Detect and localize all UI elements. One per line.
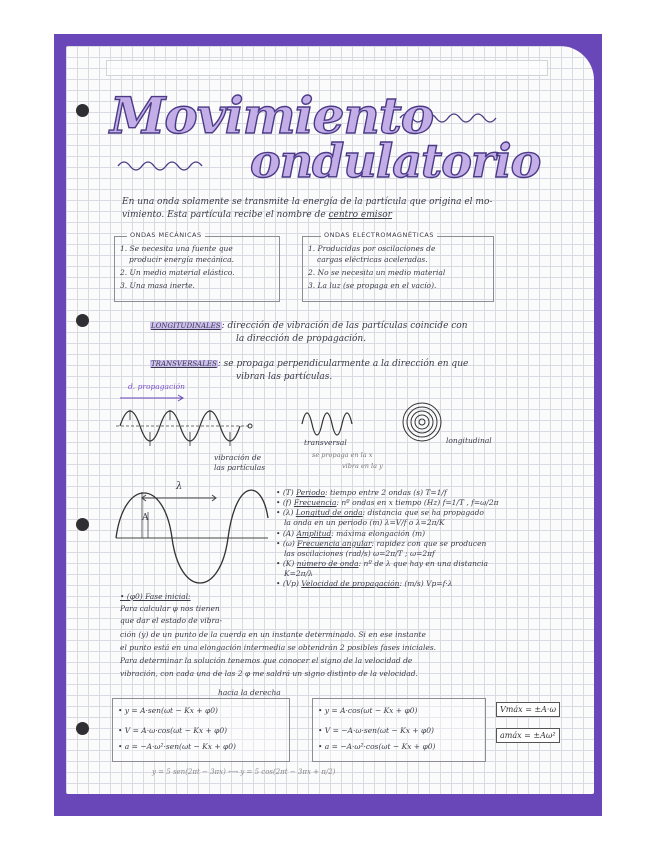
transversal-mini-wave [298,404,368,438]
def-row [276,549,499,559]
vib-label: las partículas [214,463,266,472]
transversales-line1 [150,358,468,370]
def-row: • (λ) Longitud de onda: distancia que se ha propagado [276,508,484,518]
def-sym: (T) [282,488,297,497]
mecanicas-item: 3. Una masa inerte. [120,281,195,290]
def-text: K=2π/λ [284,569,313,578]
electromagneticas-item: cargas eléctricas aceleradas. [317,255,428,264]
def-row: • (K) número de onda: nº de λ que hay en una distancia [276,558,488,568]
longitudinales-line2: la dirección de propagación. [236,334,367,344]
amplitude-wavelength-diagram [112,478,272,598]
fase-para: vibración, con cada una de las 2 φ me saldrá un signo distinto de la velocidad. [120,669,418,678]
def-sym: (K) [282,558,297,568]
def-sym: (f) [282,498,294,508]
def-text: la onda en un periodo (m) λ=V/f o λ=2π/K [284,518,445,528]
def-sym: (ω) [282,538,298,548]
formula-note: hacia la derecha [218,688,281,697]
longitudinales-term: LONGITUDINALES [151,322,221,330]
transversal-note: se propaga en la x [312,451,373,459]
def-term: Amplitud [296,528,332,538]
def-text: : distancia que se ha propagado [362,508,484,518]
prop-label: d. propagación [128,382,185,391]
def-row: • (A) Amplitud: máxima elongación (m) [276,528,426,538]
def-row: • (f) Frecuencia: nº ondas en x tiempo (Hz) f=1/T , f=ω/2π [276,498,499,508]
def-text: : tiempo entre 2 ondas (s) T=1/f [325,488,447,497]
box-electromagneticas-label: ONDAS ELECTROMAGNÉTICAS [321,231,437,239]
transversal-note: vibra en la y [342,462,383,470]
definitions-list [276,488,499,589]
def-term: Longitud de onda [295,508,363,518]
fase-line: Para calcular φ nos tienen [120,604,220,613]
def-sym: (A) [282,528,297,538]
amax-box: amáx = ±Aω² [496,728,560,743]
def-row: • (Vp) Velocidad de propagación: (m/s) Vp=f·λ [276,579,453,589]
formula-item: • y = A·cos(ωt − Kx + φ0) [318,706,418,715]
intro-term: centro emisor [328,210,392,220]
electromagneticas-item: 2. No se necesita un medio material [308,268,446,277]
longitudinales-line1 [150,320,468,332]
def-term: Velocidad de propagación [301,579,400,589]
def-text: las oscilaciones (rad/s) ω=2π/T ; ω=2πf [284,548,435,558]
vmax-box: Vmáx = ±A·ω [496,702,560,717]
def-sym: (Vp) [282,579,302,589]
mecanicas-item: 2. Un medio material elástico. [120,268,235,277]
title-line1: Movimiento [110,86,434,145]
longitudinal-concentric-icon [400,400,444,444]
formula-item: • V = A·ω·cos(ωt − Kx + φ0) [118,726,228,735]
electromagneticas-item: 3. La luz (se propaga en el vacío). [308,281,437,290]
intro-line1: En una onda solamente se transmite la energía de la partícula que origina el mo- [122,197,493,207]
longitudinal-label: longitudinal [446,436,492,445]
formula-item: • y = A·sen(ωt − Kx + φ0) [118,706,218,715]
def-text: : (m/s) Vp=f·λ [399,579,453,589]
longitudinales-text: : dirección de vibración de las partículas coincide con [221,321,468,331]
box-mecanicas-label: ONDAS MECÁNICAS [127,231,205,239]
fase-para: el punto está en una elongación intermedia se obtendrán 2 posibles fases iniciales. [120,643,437,652]
transversales-text: : se propaga perpendicularmente a la dirección en que [217,359,469,369]
def-term: Periodo [296,488,326,497]
formula-item: • V = −A·ω·sen(ωt − Kx + φ0) [318,726,434,735]
transversales-line2: vibran las partículas. [236,372,333,382]
def-term: Frecuencia [293,498,337,508]
intro-text: vimiento. Esta partícula recibe el nombre de [122,210,329,220]
bottom-note: y = 5 sen(2πt − 3πx) ⟷ y = 5 cos(2πt − 3πx + π/2) [152,768,336,776]
mecanicas-item: 1. Se necesita una fuente que [120,244,233,253]
def-text: : máxima elongación (m) [331,528,426,538]
def-row: • (ω) Frecuencia angular: rapidez con que se producen [276,538,487,548]
fase-para: ción (y) de un punto de la cuerda en un instante determinado. Si en ese instante [120,630,426,639]
title-line2: ondulatorio [250,134,541,188]
def-sym: (λ) [282,508,296,518]
def-term: Frecuencia angular [297,538,372,548]
def-row [276,518,499,528]
transversales-term: TRANSVERSALES [151,360,217,368]
fase-para: Para determinar la solución tenemos que conocer el signo de la velocidad de [120,656,413,665]
vib-label: vibración de [214,453,262,462]
def-text: : rapidez con que se producen [371,538,487,548]
mecanicas-item: producir energía mecánica. [129,255,234,264]
intro-line2 [122,209,392,221]
def-row: • (T) Periodo: tiempo entre 2 ondas (s) T=1/f [276,488,447,497]
lambda-label: λ [176,481,183,492]
fase-line: que dar el estado de vibra- [120,616,223,625]
def-text: : nº de λ que hay en una distancia [358,558,488,568]
electromagneticas-item: 1. Producidas por oscilaciones de [308,244,436,253]
def-term: número de onda [296,558,359,568]
def-text: : nº ondas en x tiempo (Hz) f=1/T , f=ω/2π [336,498,499,508]
fase-label: • (φ0) Fase inicial: [120,592,191,601]
def-row [276,569,499,579]
amplitude-label: A [142,513,149,523]
formula-item: • a = −A·ω²·cos(ωt − Kx + φ0) [318,742,436,751]
transversal-label: transversal [304,438,347,447]
formula-item: • a = −A·ω²·sen(ωt − Kx + φ0) [118,742,236,751]
